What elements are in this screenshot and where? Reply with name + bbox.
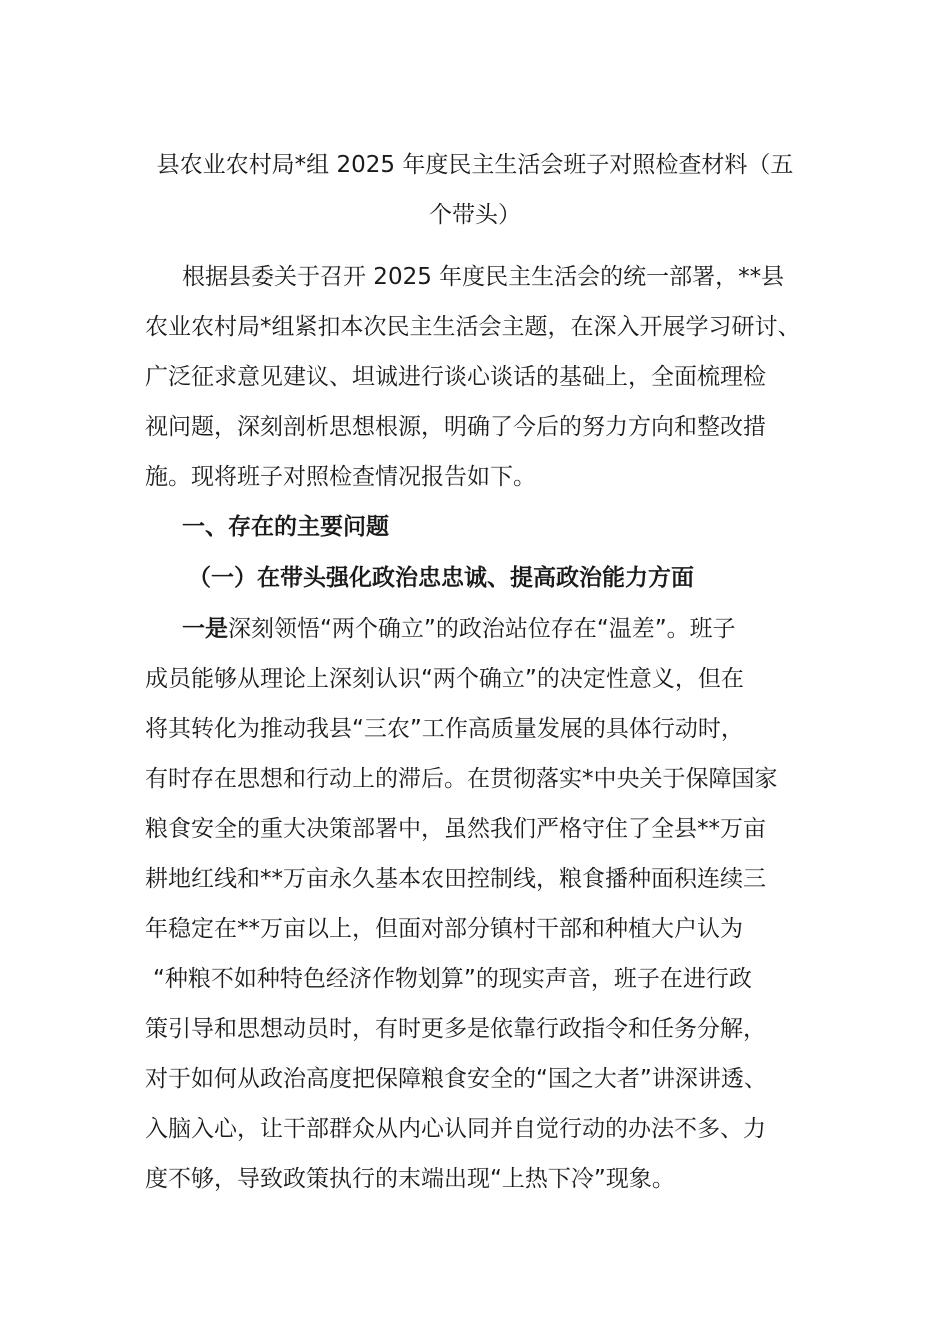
point-1-line-4: 有时存在思想和行动上的滞后。在贯彻落实*中央关于保障国家 xyxy=(145,766,778,792)
point-1-line-6: 耕地红线和**万亩永久基本农田控制线，粮食播种面积连续三 xyxy=(145,866,766,892)
intro-line-2: 农业农村局*组紧扣本次民主生活会主题，在深入开展学习研讨、 xyxy=(145,314,801,340)
point-1-line-9: 策引导和思想动员时，有时更多是依靠行政指令和任务分解， xyxy=(145,1016,766,1042)
point-1-line-8: “种粮不如种特色经济作物划算”的现实声音，班子在进行政 xyxy=(153,966,752,992)
point-1-line-1: 深刻领悟“两个确立”的政治站位存在“温差”。班子 xyxy=(228,616,736,642)
intro-line-5: 施。现将班子对照检查情况报告如下。 xyxy=(145,464,536,490)
point-1-line-7: 年稳定在**万亩以上，但面对部分镇村干部和种植大户认为 xyxy=(145,916,743,942)
intro-line-1: 根据县委关于召开 2025 年度民主生活会的统一部署，**县 xyxy=(182,264,785,290)
document-title-line-2: 个带头） xyxy=(429,202,521,228)
point-1-label: 一是 xyxy=(182,616,228,642)
intro-line-3: 广泛征求意见建议、坦诚进行谈心谈话的基础上，全面梳理检 xyxy=(145,364,766,390)
document-title-line-1: 县农业农村局*组 2025 年度民主生活会班子对照检查材料（五 xyxy=(156,152,794,178)
subsection-heading-1: （一）在带头强化政治忠忠诚、提高政治能力方面 xyxy=(188,565,694,591)
intro-line-4: 视问题，深刻剖析思想根源，明确了今后的努力方向和整改措 xyxy=(145,414,766,440)
point-1-line-11: 入脑入心，让干部群众从内心认同并自觉行动的办法不多、力 xyxy=(145,1116,766,1142)
point-1-line-2: 成员能够从理论上深刻认识“两个确立”的决定性意义，但在 xyxy=(145,666,744,692)
section-heading-1: 一、存在的主要问题 xyxy=(182,514,389,540)
point-1-line-3: 将其转化为推动我县“三农”工作高质量发展的具体行动时， xyxy=(145,716,744,742)
point-1-first-line xyxy=(182,614,736,644)
point-1-line-10: 对于如何从政治高度把保障粮食安全的“国之大者”讲深讲透、 xyxy=(145,1066,767,1092)
point-1-line-5: 粮食安全的重大决策部署中，虽然我们严格守住了全县**万亩 xyxy=(145,816,766,842)
point-1-line-12: 度不够，导致政策执行的末端出现“上热下冷”现象。 xyxy=(145,1166,675,1192)
